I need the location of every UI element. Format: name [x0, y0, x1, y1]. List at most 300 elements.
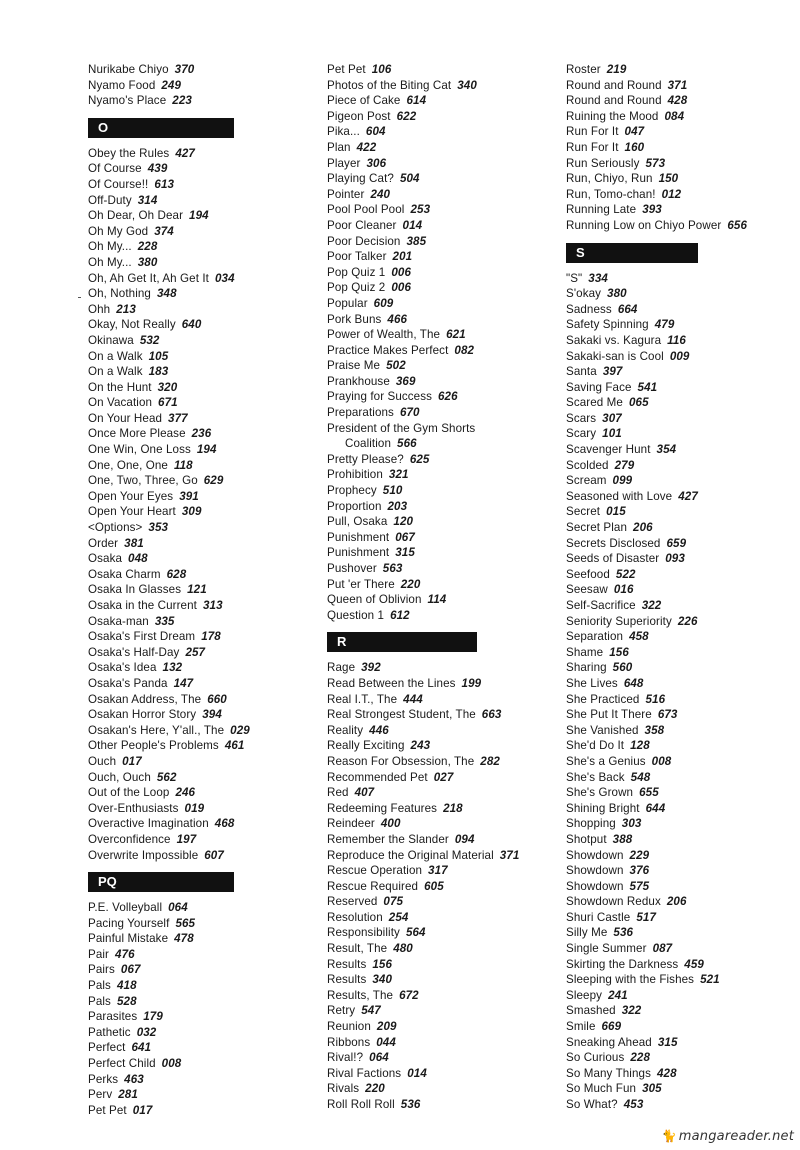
cat-silhouette-icon: 🐈	[661, 1129, 677, 1143]
entry-page-number: 672	[399, 988, 419, 1002]
entry-page-number: 320	[157, 380, 178, 394]
entry-page-number: 644	[645, 801, 666, 815]
entry-title: She Vanished	[566, 723, 639, 737]
entry-title: Off-Duty	[88, 193, 132, 207]
entry-title: Shuri Castle	[566, 910, 631, 924]
entry-page-number: 303	[621, 817, 642, 831]
index-entry	[327, 592, 549, 608]
entry-page-number: 322	[641, 599, 662, 612]
entry-page-number: 369	[395, 374, 416, 388]
index-entry	[88, 1087, 293, 1103]
entry-title: Really Exciting	[327, 739, 405, 753]
index-entry	[327, 343, 549, 359]
entry-title: Reality	[327, 723, 364, 737]
entry-title: Running Late	[566, 203, 637, 217]
entry-page-number: 012	[661, 187, 682, 201]
entry-page-number: 118	[173, 458, 193, 472]
entry-title: Power of Wealth, The	[327, 328, 441, 342]
entry-title: Roster	[566, 63, 601, 76]
entry-page-number: 622	[396, 109, 417, 123]
entry-page-number: 008	[651, 754, 672, 768]
entry-title: Round and Round	[566, 94, 662, 108]
entry-page-number: 371	[667, 78, 688, 92]
index-entry	[88, 1009, 293, 1025]
index-entry	[88, 1103, 293, 1119]
entry-title: Showdown	[566, 848, 624, 862]
entry-title: Round and Round	[566, 78, 662, 92]
entry-page-number: 547	[361, 1004, 381, 1018]
entry-title: Pretty Please?	[327, 452, 404, 466]
entry-title: Read Between the Lines	[327, 676, 456, 690]
entry-title: One, One, One	[88, 458, 168, 472]
entry-title: Poor Talker	[327, 250, 387, 264]
entry-title: Running Low on Chiyo Power	[566, 218, 722, 232]
index-entry	[327, 62, 549, 78]
index-entry	[327, 1003, 549, 1019]
entry-title: Secret Plan	[566, 521, 628, 535]
entry-title: Overwrite Impossible	[88, 848, 199, 862]
entry-title: Ohh	[88, 302, 111, 316]
index-entry	[566, 286, 796, 302]
entry-title: Scavenger Hunt	[566, 443, 651, 457]
index-entry	[327, 941, 549, 957]
entry-page-number: 476	[115, 947, 135, 961]
entry-title: Results	[327, 973, 367, 987]
index-entry	[566, 473, 796, 489]
entry-page-number: 132	[162, 661, 183, 675]
index-entry	[88, 551, 293, 567]
entry-title: Shotput	[566, 832, 607, 846]
entry-page-number: 213	[116, 302, 136, 316]
entry-page-number: 027	[433, 770, 454, 784]
entry-title: Secrets Disclosed	[566, 536, 661, 550]
entry-page-number: 563	[382, 562, 403, 575]
index-entry	[327, 1035, 549, 1051]
index-entry	[327, 1050, 549, 1066]
entry-title: Perfect	[88, 1041, 126, 1055]
entry-page-number: 628	[166, 567, 187, 581]
entry-page-number: 201	[392, 250, 413, 264]
index-entry	[566, 1097, 796, 1113]
entry-page-number: 160	[624, 140, 645, 154]
entry-page-number: 614	[406, 94, 427, 108]
entry-page-number: 017	[122, 754, 142, 768]
entry-page-number: 397	[602, 365, 623, 379]
entry-page-number: 014	[402, 218, 423, 232]
entry-page-number: 209	[376, 1020, 397, 1034]
index-entry	[566, 770, 796, 786]
entry-page-number: 461	[224, 739, 245, 753]
entry-page-number: 006	[391, 265, 412, 279]
entry-title: Results, The	[327, 988, 394, 1002]
entry-title: Smashed	[566, 1004, 616, 1018]
entry-page-number: 564	[405, 926, 426, 940]
entry-title: Pop Quiz 2	[327, 281, 386, 295]
entry-title: President of the Gym Shorts	[327, 421, 476, 435]
entry-title: Osaka's Panda	[88, 676, 168, 690]
index-entry	[566, 957, 796, 973]
entry-page-number: 223	[172, 94, 192, 108]
entry-title: Recommended Pet	[327, 770, 428, 784]
index-entry	[88, 801, 293, 817]
entry-title: Responsibility	[327, 926, 400, 940]
entry-title: Rival Factions	[327, 1066, 402, 1080]
index-entry	[88, 161, 293, 177]
index-entry	[88, 208, 293, 224]
entry-title: Pals	[88, 994, 111, 1008]
entry-title: Nyamo Food	[88, 78, 156, 92]
index-entry	[88, 177, 293, 193]
entry-page-number: 082	[454, 343, 475, 357]
entry-title: Okinawa	[88, 333, 134, 347]
entry-title: Pacing Yourself	[88, 916, 170, 930]
entry-title: Of Course	[88, 162, 142, 176]
index-entry	[566, 140, 796, 156]
index-entry	[88, 692, 293, 708]
entry-title: Obey the Rules	[88, 146, 170, 160]
entry-page-number: 625	[409, 452, 430, 466]
index-entry	[88, 848, 293, 864]
index-entry	[327, 660, 549, 676]
index-entry	[88, 1025, 293, 1041]
entry-page-number: 094	[454, 832, 475, 846]
entry-page-number: 281	[118, 1088, 138, 1102]
index-entry	[566, 863, 796, 879]
entry-title: Poor Decision	[327, 234, 401, 248]
entry-page-number: 648	[623, 676, 644, 690]
index-entry	[566, 972, 796, 988]
entry-title: Showdown	[566, 864, 624, 878]
entry-page-number: 536	[613, 926, 634, 940]
index-entry	[327, 1066, 549, 1082]
entry-title: Overactive Imagination	[88, 817, 209, 831]
index-entry	[566, 218, 796, 234]
index-entry	[327, 78, 549, 94]
entry-page-number: 640	[181, 318, 202, 332]
section-header: R	[327, 632, 477, 652]
entry-page-number: 502	[386, 359, 406, 373]
entry-page-number: 194	[196, 443, 217, 457]
entry-title: Player	[327, 156, 361, 170]
entry-page-number: 334	[588, 271, 608, 285]
index-entry	[566, 395, 796, 411]
entry-title: Seasoned with Love	[566, 489, 673, 503]
entry-page-number: 067	[395, 530, 415, 544]
entry-title: Order	[88, 536, 119, 550]
entry-title: Pop Quiz 1	[327, 265, 386, 279]
entry-page-number: 179	[143, 1010, 163, 1024]
entry-title: Osaka's Idea	[88, 661, 157, 675]
index-entry	[88, 364, 293, 380]
entry-page-number: 394	[202, 708, 222, 722]
entry-title: Perks	[88, 1072, 119, 1086]
entry-page-number: 014	[407, 1066, 427, 1080]
index-entry	[327, 93, 549, 109]
index-entry	[327, 848, 549, 864]
entry-title: Praying for Success	[327, 390, 432, 404]
entry-page-number: 016	[613, 583, 634, 597]
index-entry	[88, 1072, 293, 1088]
entry-title: Remember the Slander	[327, 832, 449, 846]
index-entry	[88, 1040, 293, 1056]
entry-title: Other People's Problems	[88, 739, 219, 753]
entry-page-number: 659	[666, 536, 687, 550]
entry-page-number: 374	[154, 224, 174, 238]
index-entry	[88, 707, 293, 723]
index-entry	[566, 504, 796, 520]
index-entry	[327, 676, 549, 692]
index-entry	[566, 333, 796, 349]
index-entry	[88, 816, 293, 832]
index-entry	[566, 832, 796, 848]
entry-title: Real I.T., The	[327, 692, 398, 706]
index-entry	[566, 156, 796, 172]
entry-page-number: 510	[382, 484, 403, 498]
entry-title: Prophecy	[327, 484, 377, 498]
entry-title: Pork Buns	[327, 312, 382, 326]
entry-title: She Lives	[566, 676, 618, 690]
entry-page-number: 156	[372, 957, 393, 971]
index-entry	[88, 317, 293, 333]
entry-title: Sakaki-san is Cool	[566, 349, 664, 363]
entry-title: Practice Makes Perfect	[327, 343, 449, 357]
index-entry	[566, 202, 796, 218]
index-entry	[88, 770, 293, 786]
entry-page-number: 249	[161, 78, 182, 92]
entry-title: Scary	[566, 427, 597, 441]
entry-page-number: 321	[388, 468, 409, 482]
entry-title: Seefood	[566, 567, 610, 581]
index-entry	[327, 218, 549, 234]
index-column-3	[566, 62, 796, 1113]
entry-title: Run For It	[566, 125, 619, 139]
entry-page-number: 009	[669, 349, 690, 363]
entry-page-number: 315	[657, 1035, 678, 1049]
index-entry	[88, 832, 293, 848]
entry-title: Sleepy	[566, 988, 603, 1002]
index-entry	[327, 421, 549, 437]
index-entry	[88, 458, 293, 474]
index-entry	[566, 536, 796, 552]
entry-page-number: 380	[607, 287, 627, 301]
entry-page-number: 199	[461, 676, 482, 690]
entry-title: Prohibition	[327, 468, 383, 482]
entry-title: Run Seriously	[566, 156, 640, 170]
index-entry	[327, 863, 549, 879]
index-entry	[566, 941, 796, 957]
entry-title: Seniority Superiority	[566, 614, 672, 628]
index-entry	[566, 302, 796, 318]
entry-page-number: 629	[203, 474, 224, 488]
index-entry	[566, 988, 796, 1004]
index-entry	[327, 957, 549, 973]
entry-title: Pathetic	[88, 1025, 131, 1039]
entry-title: Scolded	[566, 458, 609, 472]
entry-title: Osaka-man	[88, 614, 149, 628]
entry-page-number: 219	[606, 63, 627, 76]
entry-title: S'okay	[566, 287, 602, 301]
index-entry	[327, 202, 549, 218]
entry-page-number: 541	[637, 380, 658, 394]
index-entry	[566, 801, 796, 817]
index-entry	[88, 62, 293, 78]
entry-title: Pals	[88, 979, 111, 993]
entry-page-number: 562	[156, 770, 177, 784]
entry-page-number: 605	[424, 879, 444, 893]
index-entry	[327, 249, 549, 265]
entry-title: Resolution	[327, 910, 383, 924]
entry-page-number: 150	[658, 172, 679, 186]
index-entry	[88, 629, 293, 645]
entry-page-number: 370	[174, 63, 195, 76]
entry-page-number: 504	[399, 172, 420, 186]
entry-page-number: 322	[621, 1004, 642, 1018]
index-entry	[88, 598, 293, 614]
entry-title: Question 1	[327, 608, 385, 622]
entry-page-number: 243	[410, 739, 431, 753]
watermark-text: mangareader.net	[678, 1129, 794, 1144]
entry-page-number: 380	[137, 255, 158, 269]
index-entry	[327, 171, 549, 187]
index-entry	[327, 925, 549, 941]
entry-title: Rescue Required	[327, 879, 419, 893]
index-entry	[327, 879, 549, 895]
watermark	[662, 1129, 794, 1144]
entry-page-number: 641	[131, 1041, 152, 1055]
entry-page-number: 228	[630, 1051, 651, 1065]
entry-title: Punishment	[327, 546, 390, 560]
entry-title: On Your Head	[88, 411, 163, 425]
entry-title: On a Walk	[88, 365, 143, 379]
entry-page-number: 194	[189, 209, 209, 223]
entry-title: Pushover	[327, 562, 377, 575]
entry-page-number: 621	[446, 328, 466, 342]
index-entry	[566, 1050, 796, 1066]
index-entry	[88, 78, 293, 94]
entry-title: Oh, Ah Get It, Ah Get It	[88, 271, 209, 285]
entry-title: Ruining the Mood	[566, 109, 659, 123]
entry-title: Seesaw	[566, 583, 608, 597]
entry-page-number: 121	[187, 583, 207, 597]
index-entry	[327, 280, 549, 296]
index-entry	[327, 738, 549, 754]
entry-page-number: 613	[154, 177, 175, 191]
entry-page-number: 228	[137, 240, 158, 254]
index-entry	[327, 785, 549, 801]
index-entry	[88, 660, 293, 676]
entry-page-number: 226	[677, 614, 698, 628]
index-entry	[566, 93, 796, 109]
index-entry	[566, 598, 796, 614]
entry-title: Osaka Charm	[88, 567, 161, 581]
section-header: PQ	[88, 872, 234, 892]
entry-page-number: 656	[727, 218, 747, 232]
index-entry	[327, 910, 549, 926]
entry-title: She's Back	[566, 770, 625, 784]
entry-page-number: 306	[366, 156, 387, 170]
entry-title: Oh Dear, Oh Dear	[88, 209, 184, 223]
entry-page-number: 254	[388, 910, 409, 924]
entry-title: Saving Face	[566, 380, 632, 394]
entry-title: Osaka In Glasses	[88, 583, 182, 597]
entry-title: Piece of Cake	[327, 94, 401, 108]
entry-page-number: 422	[356, 140, 377, 154]
index-entry	[566, 1003, 796, 1019]
entry-title: Roll Roll Roll	[327, 1098, 395, 1111]
entry-title: Coalition	[345, 437, 392, 451]
index-entry	[566, 582, 796, 598]
index-entry	[566, 426, 796, 442]
index-entry	[88, 978, 293, 994]
entry-page-number: 305	[642, 1082, 662, 1096]
entry-page-number: 206	[666, 895, 687, 909]
entry-title: Rage	[327, 661, 356, 675]
entry-title: Oh My...	[88, 240, 132, 254]
index-column-1	[88, 62, 293, 1118]
entry-title: Plan	[327, 140, 351, 154]
entry-title: Of Course!!	[88, 177, 149, 191]
index-entry	[566, 1035, 796, 1051]
entry-title: Pet Pet	[327, 63, 366, 76]
entry-title: Punishment	[327, 530, 390, 544]
entry-page-number: 371	[499, 848, 520, 862]
entry-page-number: 516	[645, 692, 666, 706]
entry-page-number: 670	[399, 406, 420, 420]
entry-page-number: 466	[387, 312, 408, 326]
entry-page-number: 517	[636, 910, 657, 924]
section-header: S	[566, 243, 698, 263]
index-entry	[88, 947, 293, 963]
entry-page-number: 385	[406, 234, 427, 248]
index-entry	[327, 1019, 549, 1035]
entry-page-number: 044	[376, 1035, 396, 1049]
entry-title: Perfect Child	[88, 1057, 156, 1071]
entry-page-number: 183	[148, 365, 169, 379]
index-entry	[327, 265, 549, 281]
index-entry	[327, 483, 549, 499]
entry-title: Red	[327, 786, 349, 800]
index-entry	[566, 317, 796, 333]
entry-title: Real Strongest Student, The	[327, 708, 476, 722]
entry-page-number: 353	[148, 521, 169, 535]
entry-page-number: 017	[132, 1103, 153, 1117]
index-entry	[327, 436, 549, 452]
index-entry	[566, 848, 796, 864]
index-entry	[566, 676, 796, 692]
index-entry	[327, 530, 549, 546]
entry-title: Queen of Oblivion	[327, 593, 422, 607]
index-entry	[327, 545, 549, 561]
index-entry	[327, 514, 549, 530]
index-entry	[88, 520, 293, 536]
entry-page-number: 566	[397, 437, 417, 451]
index-entry	[566, 380, 796, 396]
entry-title: Out of the Loop	[88, 786, 170, 800]
entry-title: Pull, Osaka	[327, 515, 388, 529]
entry-title: Scared Me	[566, 396, 623, 410]
index-entry	[327, 894, 549, 910]
index-entry	[88, 916, 293, 932]
entry-page-number: 673	[657, 708, 678, 722]
entry-title: She Practiced	[566, 692, 640, 706]
index-column-2	[327, 62, 549, 1113]
entry-title: Sharing	[566, 661, 607, 675]
index-entry	[566, 520, 796, 536]
entry-title: On Vacation	[88, 396, 153, 410]
index-entry	[88, 567, 293, 583]
entry-title: She's Grown	[566, 786, 634, 800]
entry-page-number: 671	[158, 396, 178, 410]
